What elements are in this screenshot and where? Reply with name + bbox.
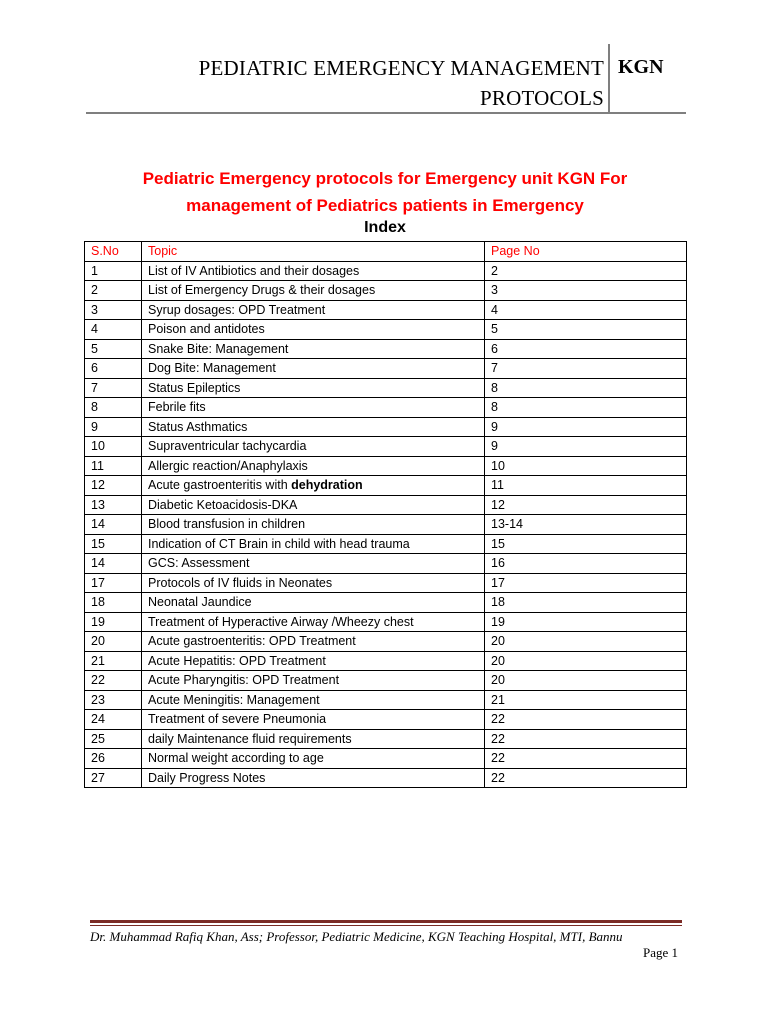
cell-topic-text: List of IV Antibiotics and their dosages [148,263,360,278]
table-row [85,281,687,301]
cell-page: 2 [485,261,687,281]
cell-sno: 2 [85,281,142,301]
column-header-sno: S.No [85,242,142,262]
cell-topic-text: Treatment of severe Pneumonia [148,712,327,727]
cell-topic-text: Diabetic Ketoacidosis-DKA [148,497,298,512]
cell-page: 19 [485,612,687,632]
header-code: KGN [618,56,664,78]
cell-sno: 1 [85,261,142,281]
table-row [85,320,687,340]
table-row [85,729,687,749]
table-row [85,456,687,476]
table-row [85,554,687,574]
cell-sno: 8 [85,398,142,418]
header-title-line2: PROTOCOLS [480,86,604,110]
cell-topic [142,417,485,437]
cell-topic [142,320,485,340]
cell-sno: 14 [85,554,142,574]
table-row [85,300,687,320]
cell-sno: 18 [85,593,142,613]
cell-page: 6 [485,339,687,359]
table-row [85,378,687,398]
cell-page: 22 [485,749,687,769]
cell-sno: 14 [85,515,142,535]
cell-page: 3 [485,281,687,301]
table-row [85,671,687,691]
document-heading [84,165,686,219]
header-divider-horizontal [86,112,686,114]
cell-sno: 12 [85,476,142,496]
cell-sno: 17 [85,573,142,593]
cell-topic-text: Febrile fits [148,400,206,415]
page-header [86,44,686,114]
cell-topic-text: daily Maintenance fluid requirements [148,731,352,746]
cell-topic-text: Acute gastroenteritis with [148,478,292,493]
footer-rule-thick [90,920,682,923]
header-divider-vertical [608,44,610,114]
cell-page: 22 [485,710,687,730]
cell-sno: 5 [85,339,142,359]
cell-topic-text: Status Epileptics [148,380,241,395]
cell-sno: 24 [85,710,142,730]
table-row [85,495,687,515]
cell-topic [142,398,485,418]
cell-page: 21 [485,690,687,710]
cell-topic-text: Snake Bite: Management [148,341,289,356]
cell-sno: 15 [85,534,142,554]
cell-topic [142,768,485,788]
table-row [85,261,687,281]
table-row [85,573,687,593]
cell-page: 8 [485,378,687,398]
cell-topic [142,554,485,574]
cell-page: 13-14 [485,515,687,535]
cell-topic [142,339,485,359]
table-row [85,768,687,788]
table-row [85,534,687,554]
cell-sno: 7 [85,378,142,398]
cell-topic [142,612,485,632]
cell-topic-text: Syrup dosages: OPD Treatment [148,302,326,317]
cell-topic [142,729,485,749]
cell-sno: 4 [85,320,142,340]
table-row [85,632,687,652]
cell-topic-text: Acute Pharyngitis: OPD Treatment [148,673,340,688]
cell-topic-text: Normal weight according to age [148,751,324,766]
cell-page: 20 [485,671,687,691]
table-row [85,417,687,437]
cell-topic [142,281,485,301]
cell-topic-text: GCS: Assessment [148,556,250,571]
document-heading-line1: Pediatric Emergency protocols for Emergency unit KGN For [142,169,628,188]
cell-topic [142,437,485,457]
cell-topic [142,378,485,398]
footer-author: Dr. Muhammad Rafiq Khan, Ass; Professor, Pediatric Medicine, KGN Teaching Hospital, MTI, Bannu [90,929,623,944]
column-header-topic: Topic [142,242,485,262]
cell-topic-text: Blood transfusion in children [148,517,306,532]
table-row [85,612,687,632]
cell-topic [142,671,485,691]
table-row [85,398,687,418]
table-row [85,359,687,379]
cell-sno: 25 [85,729,142,749]
cell-topic [142,300,485,320]
cell-page: 18 [485,593,687,613]
cell-topic-text: Allergic reaction/Anaphylaxis [148,458,308,473]
table-row [85,476,687,496]
table-row [85,593,687,613]
cell-sno: 26 [85,749,142,769]
header-title [199,53,604,113]
cell-topic-text: Dog Bite: Management [148,361,276,376]
cell-page: 7 [485,359,687,379]
index-table [84,241,687,788]
cell-page: 16 [485,554,687,574]
cell-sno: 22 [85,671,142,691]
cell-topic-text: Poison and antidotes [148,322,265,337]
cell-topic-text: Treatment of Hyperactive Airway /Wheezy chest [148,614,414,629]
index-title: Index [364,219,406,236]
cell-topic [142,573,485,593]
cell-topic [142,476,485,496]
table-header-row [85,242,687,262]
cell-topic [142,515,485,535]
cell-page: 4 [485,300,687,320]
table-row [85,690,687,710]
cell-page: 20 [485,632,687,652]
cell-topic [142,359,485,379]
cell-sno: 20 [85,632,142,652]
cell-page: 15 [485,534,687,554]
cell-sno: 19 [85,612,142,632]
cell-topic [142,456,485,476]
table-row [85,437,687,457]
table-row [85,710,687,730]
cell-sno: 6 [85,359,142,379]
cell-topic [142,593,485,613]
document-heading-line2: management of Pediatrics patients in Emergency [186,196,584,215]
cell-topic [142,495,485,515]
cell-topic-text: Acute Hepatitis: OPD Treatment [148,653,326,668]
cell-sno: 10 [85,437,142,457]
cell-page: 5 [485,320,687,340]
cell-topic-emphasis: dehydration [291,478,363,493]
cell-page: 22 [485,768,687,788]
page-number: Page 1 [642,945,678,960]
cell-topic-text: Daily Progress Notes [148,770,266,785]
cell-topic [142,690,485,710]
cell-topic [142,710,485,730]
cell-sno: 27 [85,768,142,788]
cell-sno: 13 [85,495,142,515]
table-row [85,651,687,671]
cell-page: 20 [485,651,687,671]
cell-topic-text: Protocols of IV fluids in Neonates [148,575,333,590]
cell-topic-text: List of Emergency Drugs & their dosages [148,283,376,298]
column-header-page: Page No [485,242,687,262]
cell-topic [142,749,485,769]
header-title-line1: PEDIATRIC EMERGENCY MANAGEMENT [198,56,604,80]
cell-page: 11 [485,476,687,496]
table-row [85,515,687,535]
cell-topic [142,651,485,671]
cell-topic-text: Indication of CT Brain in child with head trauma [148,536,410,551]
cell-sno: 9 [85,417,142,437]
cell-topic-text: Neonatal Jaundice [148,595,252,610]
cell-topic-text: Supraventricular tachycardia [148,439,307,454]
cell-page: 17 [485,573,687,593]
cell-sno: 21 [85,651,142,671]
cell-sno: 23 [85,690,142,710]
cell-page: 10 [485,456,687,476]
cell-topic [142,632,485,652]
cell-topic-text: Acute Meningitis: Management [148,692,320,707]
table-row [85,339,687,359]
cell-topic-text: Acute gastroenteritis: OPD Treatment [148,634,356,649]
cell-page: 12 [485,495,687,515]
cell-topic [142,261,485,281]
table-row [85,749,687,769]
cell-sno: 3 [85,300,142,320]
cell-page: 9 [485,437,687,457]
table-body [85,261,687,788]
cell-topic-text: Status Asthmatics [148,419,248,434]
footer-rule-thin [90,925,682,926]
cell-sno: 11 [85,456,142,476]
cell-page: 22 [485,729,687,749]
cell-page: 8 [485,398,687,418]
cell-topic [142,534,485,554]
cell-page: 9 [485,417,687,437]
